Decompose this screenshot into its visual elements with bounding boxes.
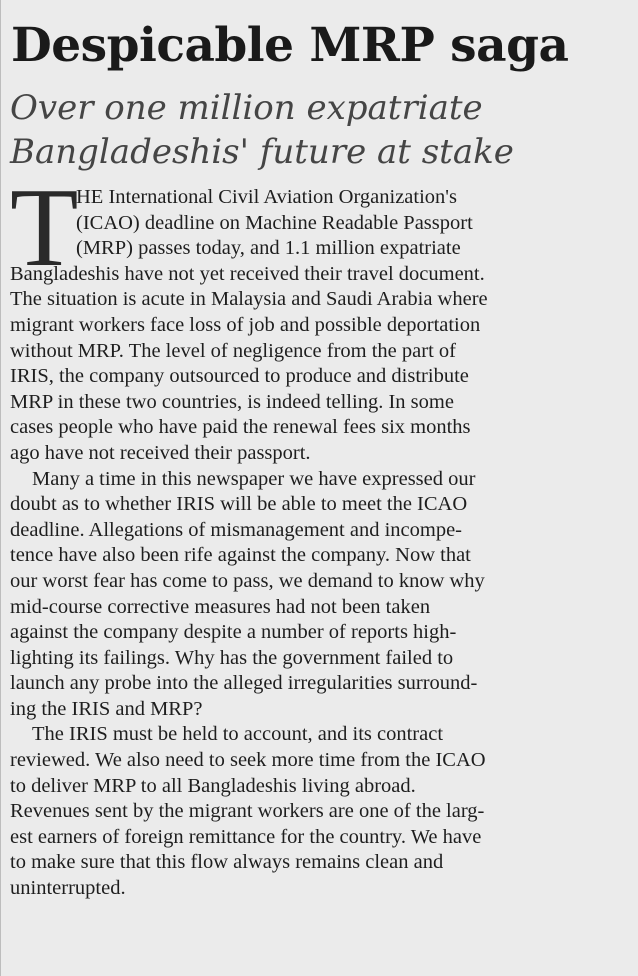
text-line: to make sure that this flow always remains clean and	[10, 851, 444, 874]
drop-cap: T	[10, 166, 79, 290]
text-line: est earners of foreign remittance for the country. We have	[10, 825, 482, 848]
text-line: Bangladeshis have not yet received their travel document.	[10, 262, 485, 285]
text-line: lighting its failings. Why has the government failed to	[10, 646, 454, 669]
paragraph	[10, 185, 620, 467]
text-line: launch any probe into the alleged irregularities surround-	[10, 672, 478, 695]
text-line: against the company despite a number of reports high-	[10, 621, 457, 644]
text-line: our worst fear has come to pass, we demand to know why	[10, 569, 485, 592]
text-line: The IRIS must be held to account, and its contract	[32, 723, 444, 746]
text-line: deadline. Allegations of mismanagement and incompe-	[10, 518, 463, 541]
text-line: ago have not received their passport.	[10, 441, 311, 464]
subhead-line: Over one million expatriate	[10, 88, 483, 128]
headline: Despicable MRP saga	[11, 18, 569, 73]
paragraph	[10, 467, 620, 723]
text-line: IRIS, the company outsourced to produce and distribute	[10, 365, 469, 388]
text-line: (MRP) passes today, and 1.1 million expatriate	[76, 237, 461, 260]
subhead	[10, 86, 514, 174]
text-line: (ICAO) deadline on Machine Readable Passport	[76, 211, 473, 234]
text-line: mid-course corrective measures had not been taken	[10, 595, 431, 618]
text-line: migrant workers face loss of job and possible deportation	[10, 313, 481, 336]
subhead-line: Bangladeshis' future at stake	[10, 132, 514, 172]
text-line: ing the IRIS and MRP?	[10, 697, 203, 720]
text-line: cases people who have paid the renewal fees six months	[10, 416, 471, 439]
paragraph	[10, 722, 620, 901]
text-line: MRP in these two countries, is indeed telling. In some	[10, 390, 454, 413]
text-line: The situation is acute in Malaysia and Saudi Arabia where	[10, 288, 488, 311]
text-line: uninterrupted.	[10, 877, 126, 900]
text-line: doubt as to whether IRIS will be able to meet the ICAO	[10, 493, 468, 516]
text-line: tence have also been rife against the company. Now that	[10, 544, 471, 567]
text-line: to deliver MRP to all Bangladeshis living abroad.	[10, 774, 416, 797]
text-line: reviewed. We also need to seek more time from the ICAO	[10, 749, 486, 772]
text-line: Revenues sent by the migrant workers are one of the larg-	[10, 800, 485, 823]
article-body	[10, 166, 620, 902]
text-line: HE International Civil Aviation Organization's	[76, 186, 457, 208]
text-line: without MRP. The level of negligence from the part of	[10, 339, 456, 362]
text-line: Many a time in this newspaper we have expressed our	[32, 467, 476, 490]
